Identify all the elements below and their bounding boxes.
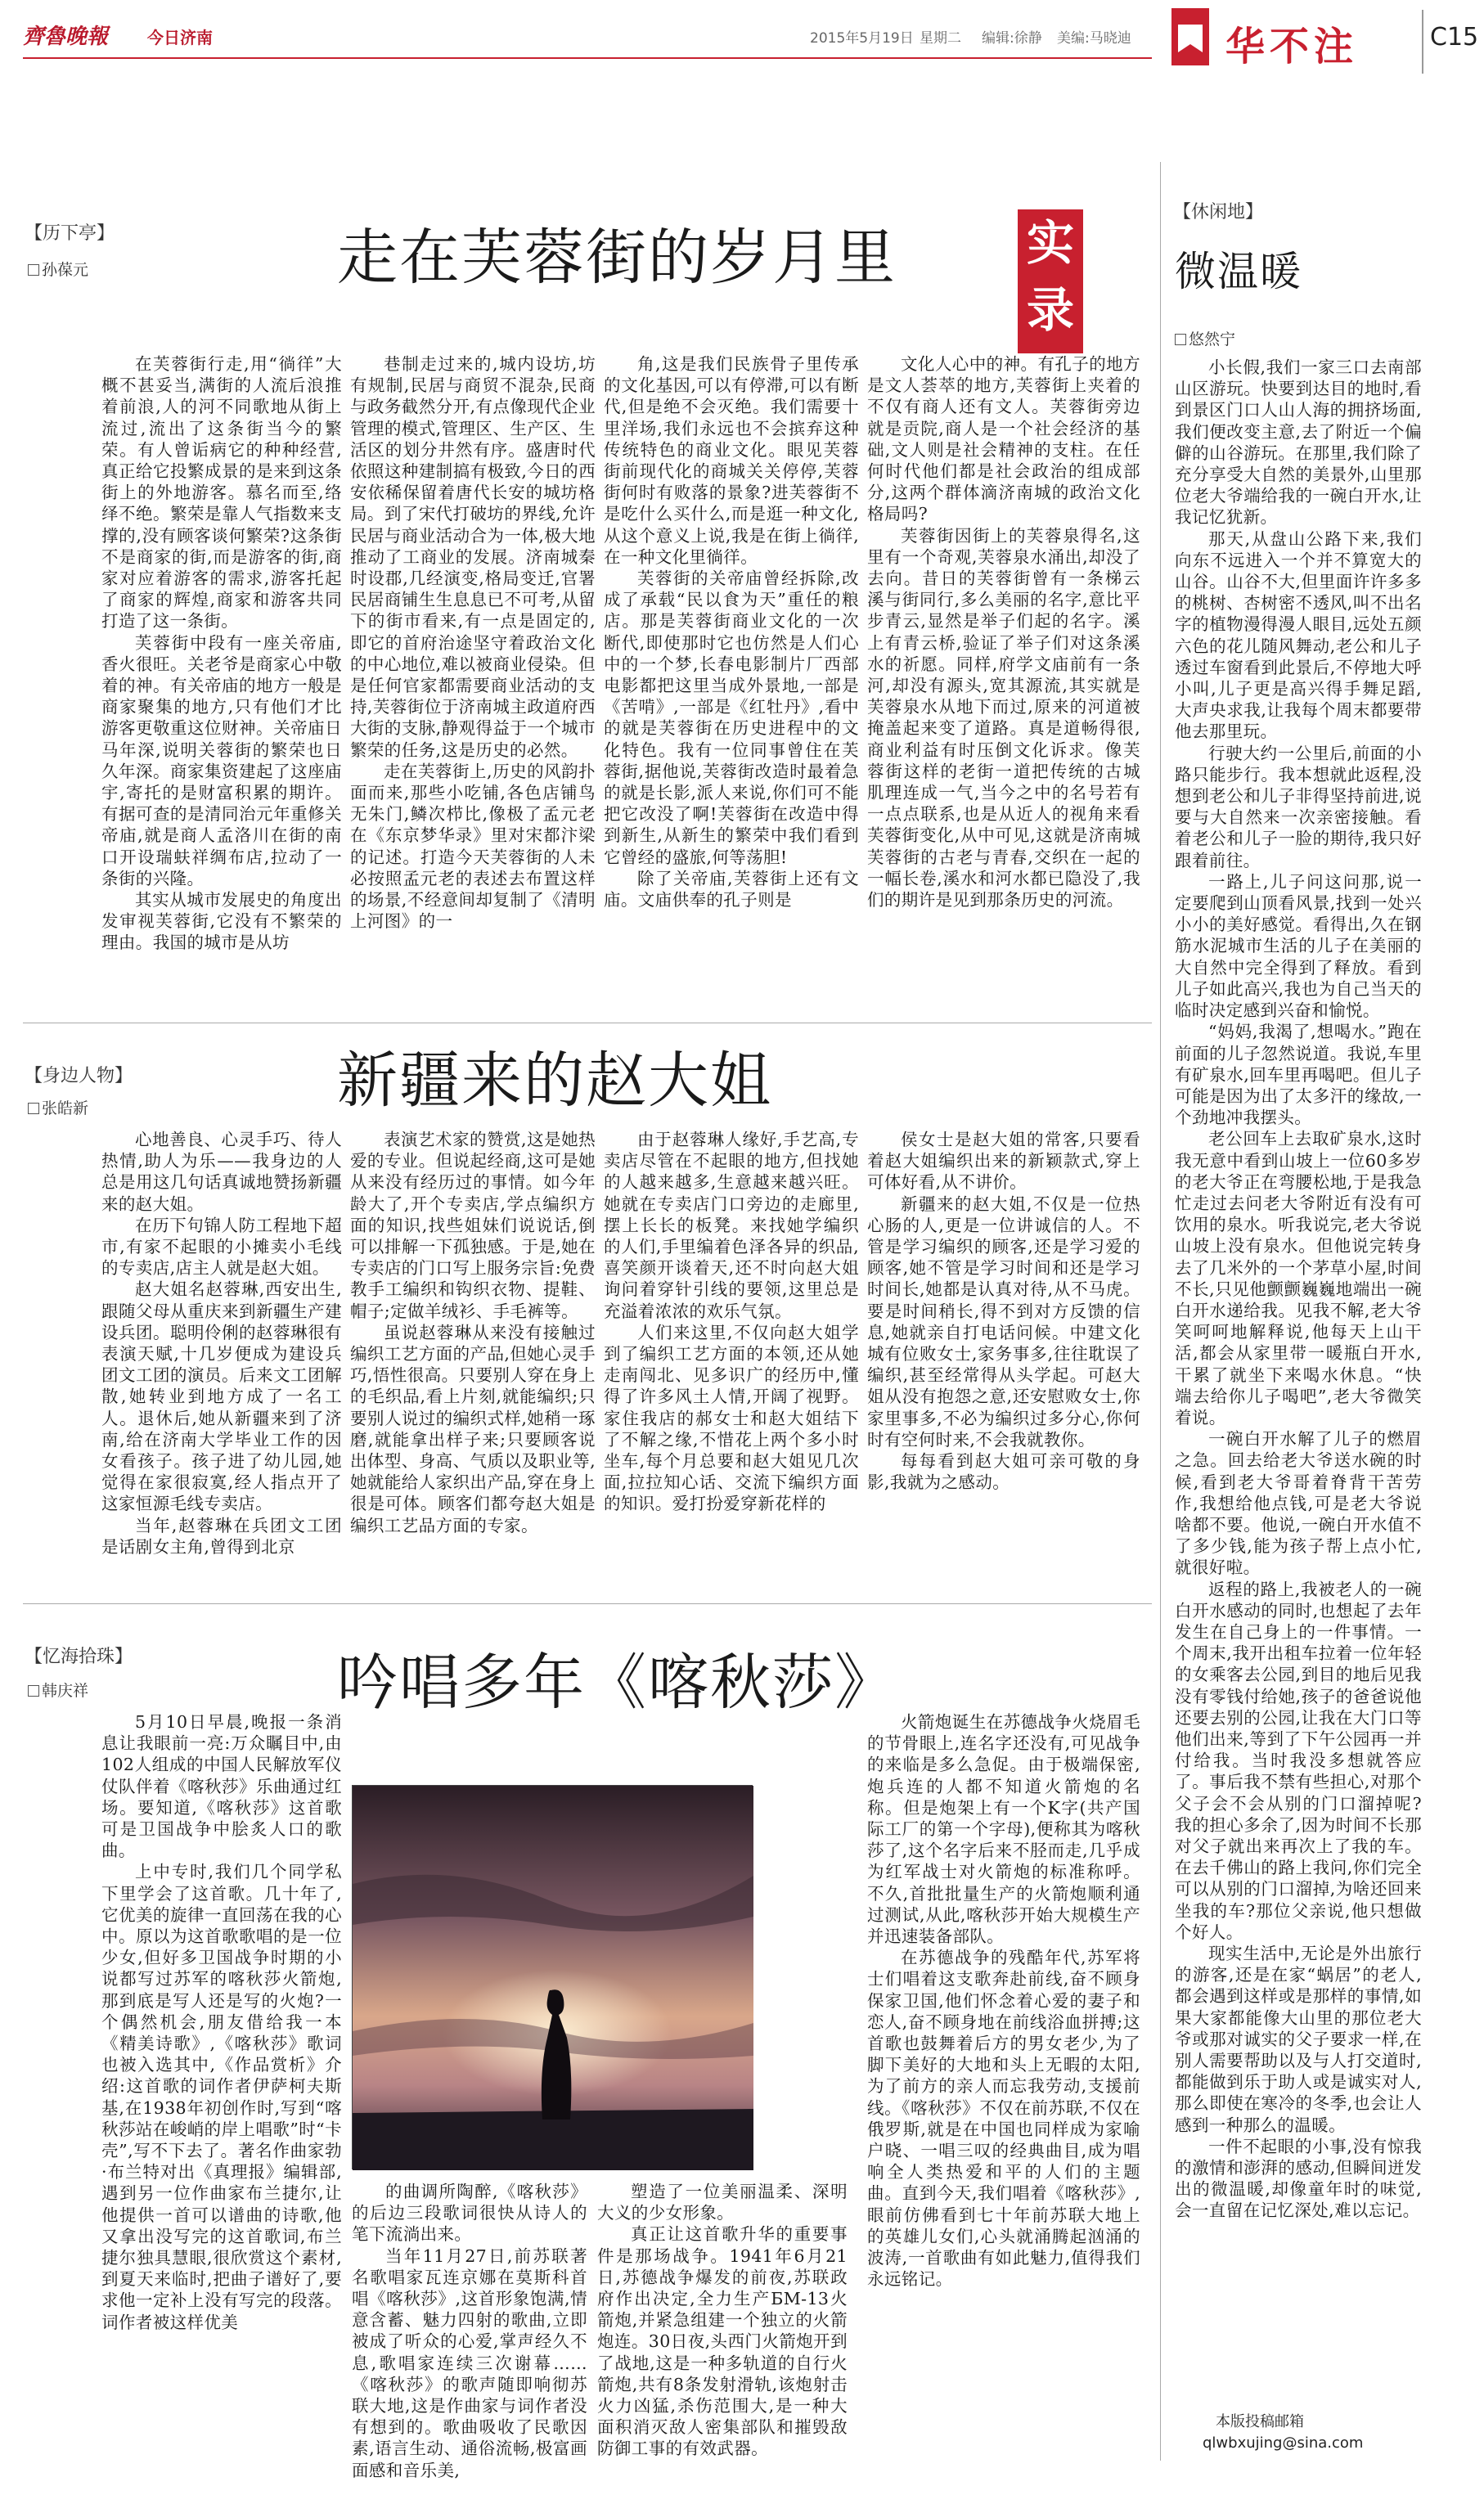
- article-column: 在芙蓉街行走,用“徜徉”大概不甚妥当,满街的人流后浪推着前浪,人的河不同歌地从街上流过,流出了这条街当今的繁荣。有人曾诟病它的种种经营,真正给它投繁成景的是来到这条街上的外地游客。慕名而至,络绎不绝。繁荣是靠人气指数来支撑的,没有顾客谈何繁荣?这条街不是商家的街,而是游客的街,商家对应着游客的需求,游客托起了商家的辉煌,商家和游客共同打造了这一条街。 芙蓉街中段有一座关帝庙,香火很旺。关老爷是商家心中敬着的神。有关帝庙的地方一般是商家聚集的地方,只有他们才比游客更敬重这位财神。关帝庙日马年深,说明关蓉街的繁荣也日久年深。商家集资建起了这座庙宇,寄托的是财富积累的期许。有据可查的是清同治元年重修关帝庙,就是商人孟洛川在街的南口开设瑞蚨祥绸布店,拉动了一条街的兴隆。 其实从城市发展史的角度出发审视芙蓉街,它没有不繁荣的理由。我国的城市是从坊: [101, 354, 342, 953]
- newspaper-logo: 齊魯晚報: [23, 25, 109, 49]
- issue-weekday: 星期二: [920, 30, 961, 47]
- article-column: 侯女士是赵大姐的常客,只要看着赵大姐编织出来的新颖款式,穿上可体好看,从不讲价。 新疆来的赵大姐,不仅是一位热心肠的人,更是一位讲诚信的人。不管是学习编织的顾客,还是学习爱的顾客,她不管是学习时间和还是学习时间长,她都是认真对待,从不马虎。要是时间稍长,得不到对方反馈的信息,她就亲自打电话问候。中建文化城有位败女士,家务事多,往往耽误了编织,甚至经常得从头学起。可赵大姐从没有抱怨之意,还安慰败女士,你家里事多,不必为编织过多分心,你何时有空何时来,不会我就教你。 每每看到赵大姐可亲可敬的身影,我就为之感动。: [867, 1130, 1140, 1493]
- article-column: 心地善良、心灵手巧、待人热情,助人为乐——我身边的人总是用这几句话真诚地赞扬新疆来的赵大姐。 在历下句锦人防工程地下超市,有家不起眼的小摊卖小毛线的专卖店,店主人就是赵大姐。 赵大姐名赵蓉琳,西安出生,跟随父母从重庆来到新疆生产建设兵团。聪明伶俐的赵蓉琳很有表演天赋,十几岁便成为建设兵团文工团的演员。后来文工团解散,她转业到地方成了一名工人。退休后,她从新疆来到了济南,给在济南大学毕业工作的因女看孩子。孩子进了幼儿园,她觉得在家很寂寞,经人指点开了这家恒源毛线专卖店。 当年,赵蓉琳在兵团文工团是话剧女主角,曾得到北京: [101, 1130, 342, 1557]
- column-brand: 华不注: [1225, 24, 1359, 70]
- designer-credit: 美编:马晓迪: [1057, 30, 1131, 47]
- article-title: 吟唱多年《喀秋莎》: [337, 1648, 897, 1718]
- article-column: 巷制走过来的,城内设坊,坊有规制,民居与商贸不混杂,民商与政务截然分开,有点像现代企业管理的模式,管理区、生产区、生活区的划分井然有序。盛唐时代依照这种建制搞有极致,今日的西安依稀保留着唐代长安的城坊格局。到了宋代打破坊的界线,允许民居与商业活动合为一体,极大地推动了工商业的发展。济南城秦时设郡,几经演变,格局变迁,官署民居商铺生生息息已不可考,从留下的街市看来,有一点是固定的,即它的首府治途坚守着政治文化的中心地位,难以被商业侵染。但是任何官家都需要商业活动的支持,芙蓉街位于济南城主政道府西大街的支脉,静观得益于一个城市繁荣的任务,这是历史的必然。 走在芙蓉街上,历史的风韵扑面而来,那些小吃铺,各色店铺鸟无朱门,鳞次栉比,像极了孟元老在《东京梦华录》里对宋都汴梁的记述。打造今天芙蓉街的人未必按照孟元老的表述去布置这样的场景,不经意间却复制了《清明上河图》的一: [350, 354, 596, 932]
- article-author: 悠然宁: [1175, 327, 1235, 349]
- author-box-icon: [28, 1685, 39, 1697]
- article-tag: 【历下亭】: [25, 223, 115, 244]
- article-tag: 【身边人物】: [25, 1066, 133, 1086]
- author-box-icon: [1175, 334, 1186, 345]
- section-name: 今日济南: [147, 28, 213, 47]
- section-divider: [23, 1603, 1152, 1604]
- article-author: 张皓新: [28, 1096, 88, 1118]
- submission-email[interactable]: qlwbxujing@sina.com: [1203, 2434, 1364, 2452]
- author-box-icon: [28, 1103, 39, 1114]
- article-tag: 【休闲地】: [1173, 202, 1264, 223]
- article-column: 小长假,我们一家三口去南部山区游玩。快要到达目的地时,看到景区门口人山人海的拥挤场面,我们便改变主意,去了附近一个偏僻的山谷游玩。在那里,我们除了充分享受大自然的美景外,山里那位老大爷端给我的一碗白开水,让我记忆犹新。 那天,从盘山公路下来,我们向东不远进入一个并不算宽大的山谷。山谷不大,但里面许许多多的桃树、杏树密不透风,叫不出名字的植物漫得漫人眼目,远处五颜六色的花儿随风舞动,老公和儿子透过车窗看到此景后,不停地大呼小叫,儿子更是高兴得手舞足蹈,大声央求我,让我每个周末都要带他去那里玩。 行驶大约一公里后,前面的小路只能步行。我本想就此返程,没想到老公和儿子非得坚持前进,说要与大自然来一次亲密接触。看着老公和儿子一脸的期待,我只好跟着前往。 一路上,儿子问这问那,说一定要爬到山顶看风景,找到一处兴小小的美好感觉。看得出,久在钢筋水泥城市生活的儿子在美丽的大自然中完全得到了释放。看到儿子如此高兴,我也为自己当天的临时决定感到兴奋和愉悦。 “妈妈,我渴了,想喝水。”跑在前面的儿子忽然说道。我说,车里有矿泉水,回车里再喝吧。但儿子可能是因为出了太多汗的缘故,一个劲地冲我摆头。 老公回车上去取矿泉水,这时我无意中看到山坡上一位60多岁的老大爷正在弯腰松地,于是我急忙走过去问老大爷附近有没有可饮用的泉水。听我说完,老大爷说山坡上没有泉水。但他说完转身去了几米外的一个茅草小屋,时间不长,只见他颤颤巍巍地端出一碗白开水递给我。见我不解,老大爷笑呵呵地解释说,他每天上山干活,都会从家里带一暖瓶白开水,干累了就坐下来喝水休息。“快端去给你儿子喝吧”,老大爷微笑着说。 一碗白开水解了儿子的燃眉之急。回去给老大爷送水碗的时候,看到老大爷哥着脊背干苦劳作,我想给他点钱,可是老大爷说啥都不要。他说,一碗白开水值不了多少钱,能为孩子帮上点小忙,就很好啦。 返程的路上,我被老人的一碗白开水感动的同时,也想起了去年发生在自己身上的一件事情。一个周末,我开出租车拉着一位年轻的女乘客去公园,到目的地后见我没有零钱付给她,孩子的爸爸说他还要去别的公园,让我在大门口等他们出来,等到了下午公园再一并付给我。当时我没多想就答应了。事后我不禁有些担心,对那个父子会不会从别的门口溜掉呢?我的担心多余了,因为时间不长那对父子就出来再次上了我的车。在去千佛山的路上我问,你们完全可以从别的门口溜掉,为啥还回来坐我的车?那位父亲说,他只想做个好人。 现实生活中,无论是外出旅行的游客,还是在家“蜗居”的老人,都会遇到这样或是那样的事情,如果大家都能像大山里的那位老大爷或那对诚实的父子要求一样,在别人需要帮助以及与人打交道时,都能做到乐于助人或是诚实对人,那么即使在寒冷的冬季,也会让人感到一种那么的温暖。 一件不起眼的小事,没有惊我的激情和澎湃的感动,但瞬间迸发出的微温暖,却像童年时的味觉,会一直留在记忆深处,难以忘记。: [1175, 357, 1422, 2221]
- page-header: [0, 0, 1484, 75]
- article-column: 表演艺术家的赞赏,这是她热爱的专业。但说起经商,这可是她从来没有经历过的事情。如今年龄大了,开个专卖店,学点编织方面的知识,找些姐妹们说说话,倒可以排解一下孤独感。于是,她在专卖店的门口写上服务宗旨:免费教手工编织和钩织衣物、提鞋、帽子;定做羊绒衫、手毛裤等。 虽说赵蓉琳从来没有接触过编织工艺方面的产品,但她心灵手巧,悟性很高。只要别人穿在身上的毛织品,看上片刻,就能编织;只要别人说过的编织式样,她稍一琢磨,就能拿出样子来;只要顾客说出体型、身高、气质以及职业等,她就能给人家织出产品,穿在身上很是可体。顾客们都夸赵大姐是编织工艺品方面的专家。: [350, 1130, 596, 1535]
- brand-divider: [1422, 10, 1423, 74]
- article-column: 火箭炮诞生在苏德战争火烧眉毛的节骨眼上,连名字还没有,可见战争的来临是多么急促。由于极端保密,炮兵连的人都不知道火箭炮的名称。但是炮架上有一个K字(共产国际工厂的第一个字母),便称其为喀秋莎了,这个名字后来不胫而走,几乎成为红军战士对火箭炮的标准称呼。不久,首批批量生产的火箭炮顺利通过测试,从此,喀秋莎开始大规模生产并迅速装备部队。 在苏德战争的残酷年代,苏军将士们唱着这支歌奔赴前线,奋不顾身保家卫国,他们怀念着心爱的妻子和恋人,奋不顾身地在前线浴血拼搏;这首歌也鼓舞着后方的男女老少,为了脚下美好的大地和头上无暇的太阳,为了前方的亲人而忘我劳动,支援前线。《喀秋莎》不仅在前苏联,不仅在俄罗斯,就是在中国也同样成为家喻户晓、一唱三叹的经典曲目,成为唱响全人类热爱和平的人们的主题曲。直到今天,我们唱着《喀秋莎》,眼前仿佛看到七十年前苏联大地上的英雄儿女们,心头就涌腾起汹涌的波涛,一首歌曲有如此魅力,值得我们永远铭记。: [867, 1712, 1140, 2290]
- article-title: 微温暖: [1175, 248, 1302, 295]
- article-column: 塑造了一位美丽温柔、深明大义的少女形象。 真正让这首歌升华的重要事件是那场战争。1941年6月21日,苏德战争爆发的前夜,苏联政府作出决定,全力生产БМ-13火箭炮,并紧急组建一个独立的火箭炮连。30日夜,头西门火箭炮开到了战地,这是一种多轨道的自行火箭炮,共有8条发射滑轨,该炮射击火力凶猛,杀伤范围大,是一种大面积消灭敌人密集部队和摧毁敌防御工事的有效武器。: [597, 2182, 848, 2459]
- article-title: 新疆来的赵大姐: [337, 1045, 772, 1116]
- article-column: 角,这是我们民族骨子里传承的文化基因,可以有停滞,可以有断代,但是绝不会灭绝。我们需要十里洋场,我们永远也不会摈弃这种传统特色的商业文化。眼见芙蓉街前现代化的商城关关停停,芙蓉街何时有败落的景象?进芙蓉街不是吃什么买什么,而是逛一种文化,从这个意义上说,我是在街上徜徉,在一种文化里徜徉。 芙蓉街的关帝庙曾经拆除,改成了承载“民以食为天”重任的粮店。那是芙蓉街商业文化的一次断代,即使那时它也仿然是人们心中的一个梦,长春电影制片厂西部电影都把这里当成外景地,一部是《苦啃》,一部是《红牡丹》,看中的就是芙蓉街在历史进程中的文化特色。我有一位同事曾住在芙蓉街,据他说,芙蓉街改造时最着急的就是长影,派人来说,你们可不能把它改没了啊!芙蓉街在改造中得到新生,从新生的繁荣中我们看到它曾经的盛旅,何等荡胆! 除了关帝庙,芙蓉街上还有文庙。文庙供奉的孔子则是: [604, 354, 859, 910]
- editor-credit: 编辑:徐静: [982, 30, 1042, 47]
- header-rule: [23, 57, 1152, 59]
- author-box-icon: [28, 264, 39, 276]
- article-title: 走在芙蓉街的岁月里: [337, 223, 897, 293]
- article-column: 由于赵蓉琳人缘好,手艺高,专卖店尽管在不起眼的地方,但找她的人越来越多,生意越来越兴旺。她就在专卖店门口旁边的走廊里,摆上长长的板凳。来找她学编织的人们,手里编着色泽各异的织品,喜笑颜开谈着天,还不时向赵大姐询问着穿针引线的要领,这里总是充溢着浓浓的欢乐气氛。 人们来这里,不仅向赵大姐学到了编织工艺方面的本领,还从她走南闯北、见多识广的经历中,懂得了许多风土人情,开阔了视野。家住我店的郝女士和赵大姐结下了不解之缘,不惜花上两个多小时坐车,每个月总要和赵大姐见几次面,拉拉知心话、交流下编织方面的知识。爱打扮爱穿新花样的: [604, 1130, 859, 1514]
- sunset-silhouette-photo: [352, 1785, 753, 2169]
- sunset-silhouette-icon: [353, 1786, 753, 2170]
- issue-date: 2015年5月19日: [810, 30, 914, 47]
- article-tag: 【忆海拾珠】: [25, 1647, 133, 1667]
- brand-badge-icon: [1171, 8, 1209, 65]
- article-author: 孙葆元: [28, 258, 88, 280]
- sidebar-divider: [1160, 162, 1161, 2461]
- article-author: 韩庆祥: [28, 1679, 88, 1701]
- page-number: C15: [1430, 23, 1479, 52]
- article-column: 文化人心中的神。有孔子的地方是文人荟萃的地方,芙蓉街上夹着的不仅有商人还有文人。芙蓉街旁边就是贡院,商人是一个社会经济的基础,文人则是社会精神的支柱。在任何时代他们都是社会政治的组成部分,这两个群体滴济南城的政治文化格局吗? 芙蓉街因街上的芙蓉泉得名,这里有一个奇观,芙蓉泉水涌出,却没了去向。昔日的芙蓉街曾有一条梯云溪与街同行,多么美丽的名字,意比平步青云,显然是举子们起的名字。溪上有青云桥,验证了举子们对这条溪水的祈愿。同样,府学文庙前有一条河,却没有源头,宽其源流,其实就是芙蓉泉水从地下而过,原来的河道被掩盖起来变了道路。真是道畅得很,商业利益有时压倒文化诉求。像芙蓉街这样的老街一道把传统的古城肌理连成一气,当今之中的名号若有一点点联系,也是从近人的视角来看芙蓉街变化,从中可见,这就是济南城芙蓉街的古老与青春,交织在一起的一幅长卷,溪水和河水都已隐没了,我们的期许是见到那条历史的河流。: [867, 354, 1140, 910]
- submission-label: 本版投稿邮箱: [1216, 2413, 1304, 2430]
- article-column: 5月10日早晨,晚报一条消息让我眼前一亮:万众瞩目中,由102人组成的中国人民解放军仪仗队伴着《喀秋莎》乐曲通过红场。要知道,《喀秋莎》这首歌可是卫国战争中脍炙人口的歌曲。 上中专时,我们几个同学私下里学会了这首歌。几十年了,它优美的旋律一直回荡在我的心中。原以为这首歌歌唱的是一位少女,但好多卫国战争时期的小说都写过苏军的喀秋莎火箭炮,那到底是写人还是写的火炮?一个偶然机会,朋友借给我一本《精美诗歌》,《喀秋莎》歌词也被入选其中,《作品赏析》介绍:这首歌的词作者伊萨柯夫斯基,在1938年初创作时,写到“喀秋莎站在峻峭的岸上唱歌”时“卡壳”,写不下去了。著名作曲家勃·布兰特对出《真理报》编辑部,遇到另一位作曲家布兰捷尔,让他提供一首可以谱曲的诗歌,他又拿出没写完的这首歌词,布兰捷尔独具慧眼,很欣赏这个素材,到夏天来临时,把曲子谱好了,要求他一定补上没有写完的段落。词作者被这样优美: [101, 1712, 342, 2332]
- shilu-stamp: 实录: [1018, 209, 1083, 353]
- article-column: 的曲调所陶醉,《喀秋莎》的后边三段歌词很快从诗人的笔下流淌出来。 当年11月27日,前苏联著名歌唱家瓦连京娜在莫斯科首唱《喀秋莎》,这首形象饱满,情意含蓄、魅力四射的歌曲,立即被成了听众的心爱,掌声经久不息,歌唱家连续三次谢幕……《喀秋莎》的歌声随即响彻苏联大地,这是作曲家与词作者没有想到的。歌曲吸收了民歌因素,语言生动、通俗流畅,极富画面感和音乐美,: [352, 2182, 587, 2480]
